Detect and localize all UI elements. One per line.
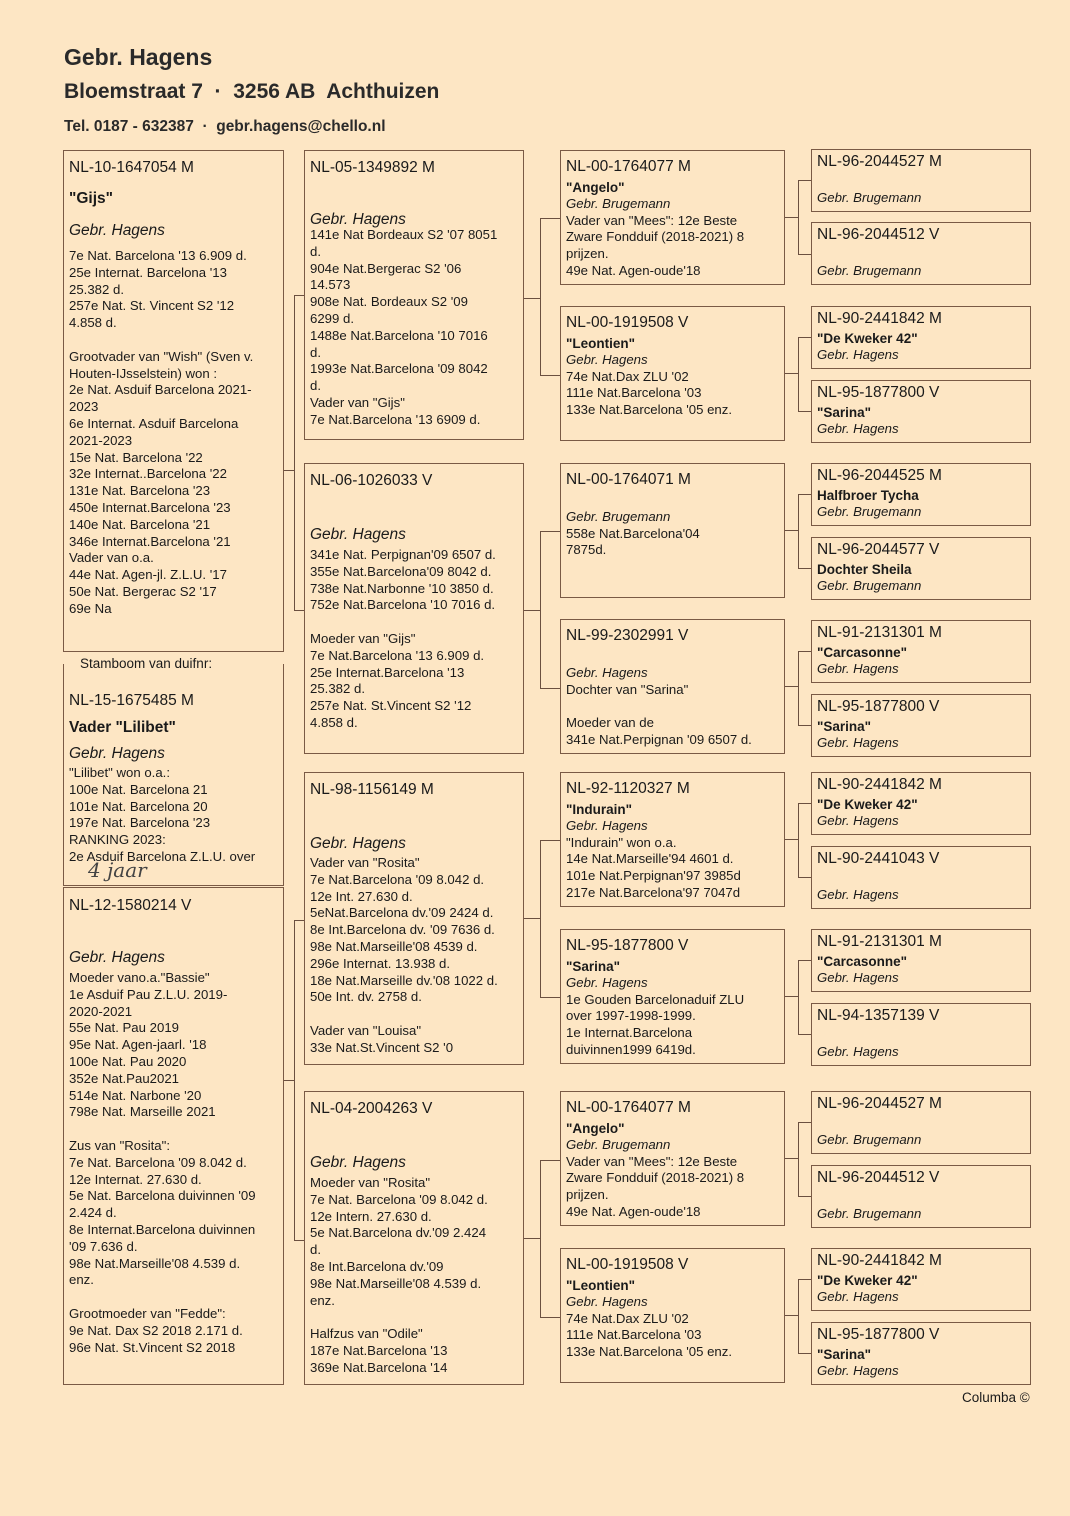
pedigree-connector bbox=[798, 337, 799, 411]
result-line: 98e Nat.Marseille'08 4.539 d. bbox=[310, 1275, 482, 1291]
breeder: Gebr. Hagens bbox=[310, 835, 406, 852]
bird-name: "Carcasonne" bbox=[817, 645, 908, 660]
ring-number: NL-95-1877800 V bbox=[817, 384, 940, 401]
pedigree-connector bbox=[798, 725, 811, 726]
pedigree-connector bbox=[540, 375, 560, 376]
pedigree-connector bbox=[785, 1158, 798, 1159]
ring-number: NL-96-2044577 V bbox=[817, 541, 940, 558]
pedigree-connector bbox=[785, 839, 798, 840]
result-line: 187e Nat.Barcelona '13 bbox=[310, 1343, 448, 1358]
breeder: Gebr. Hagens bbox=[817, 661, 899, 676]
result-line: 49e Nat. Agen-oude'18 bbox=[566, 262, 701, 278]
result-line: 50e Int. dv. 2758 d. bbox=[310, 989, 422, 1005]
pedigree-connector bbox=[540, 840, 560, 841]
result-line: 738e Nat.Narbonne '10 3850 d. bbox=[310, 580, 494, 596]
pedigree-connector bbox=[798, 651, 811, 652]
result-line: Moeder van de bbox=[566, 715, 654, 731]
result-line: 355e Nat.Barcelona'09 8042 d. bbox=[310, 563, 492, 579]
bird-box-mother bbox=[63, 887, 284, 1385]
result-line: Zware Fondduif (2018-2021) 8 bbox=[566, 229, 745, 245]
breeder: Gebr. Hagens bbox=[817, 970, 899, 985]
bird-box-main bbox=[63, 150, 284, 652]
result-line: Vader van "Louisa" bbox=[310, 1023, 422, 1038]
pedigree-caption: Stamboom van duifnr: bbox=[76, 656, 216, 671]
result-line: 69e Na bbox=[69, 600, 112, 616]
result-line: over 1997-1998-1999. bbox=[566, 1008, 696, 1024]
result-line: 55e Nat. Pau 2019 bbox=[69, 1020, 179, 1036]
ring-number: NL-96-2044527 M bbox=[817, 153, 942, 170]
ring-number: NL-00-1919508 V bbox=[566, 314, 689, 331]
result-line: 33e Nat.St.Vincent S2 '0 bbox=[310, 1039, 454, 1055]
result-line: 25.382 d. bbox=[69, 281, 124, 297]
result-line: 7e Nat. Barcelona '13 6.909 d. bbox=[69, 248, 247, 263]
breeder-contact: Tel. 0187 - 632387 · gebr.hagens@chello.nl bbox=[64, 118, 386, 135]
pedigree-connector bbox=[798, 1122, 799, 1196]
ring-number: NL-00-1919508 V bbox=[566, 1256, 689, 1273]
bird-box-gen4 bbox=[811, 620, 1031, 683]
bird-name: "Carcasonne" bbox=[817, 954, 908, 969]
result-line: 1e Asduif Pau Z.L.U. 2019- bbox=[69, 986, 228, 1002]
pedigree-connector bbox=[785, 530, 798, 531]
pedigree-connector bbox=[294, 920, 304, 921]
pedigree-connector bbox=[294, 295, 304, 296]
breeder: Gebr. Hagens bbox=[817, 887, 899, 902]
result-line: Zware Fondduif (2018-2021) 8 bbox=[566, 1170, 745, 1186]
breeder-address: Bloemstraat 7 · 3256 AB Achthuizen bbox=[64, 80, 440, 103]
result-line: 50e Nat. Bergerac S2 '17 bbox=[69, 584, 217, 599]
bird-box-gen4 bbox=[811, 929, 1031, 992]
pedigree-connector bbox=[540, 531, 560, 532]
result-line: 12e Internat. 27.630 d. bbox=[69, 1171, 202, 1187]
result-line: 111e Nat.Barcelona '03 bbox=[566, 1327, 702, 1343]
result-line: d. bbox=[310, 344, 321, 360]
pedigree-connector bbox=[798, 1122, 811, 1123]
ring-number: NL-90-2441842 M bbox=[817, 310, 942, 327]
result-line: prijzen. bbox=[566, 246, 609, 262]
result-line: 18e Nat.Marseille dv.'08 1022 d. bbox=[310, 972, 498, 988]
ring-number: NL-91-2131301 M bbox=[817, 624, 942, 641]
breeder: Gebr. Hagens bbox=[69, 745, 165, 762]
bird-box-gen3 bbox=[560, 772, 785, 907]
breeder: Gebr. Hagens bbox=[566, 1294, 648, 1309]
ring-number: NL-05-1349892 M bbox=[310, 159, 435, 176]
result-line: 1488e Nat.Barcelona '10 7016 bbox=[310, 327, 488, 343]
result-line: 141e Nat Bordeaux S2 '07 8051 bbox=[310, 227, 498, 242]
breeder: Gebr. Hagens bbox=[817, 1044, 899, 1059]
pedigree-connector bbox=[798, 337, 811, 338]
pedigree-connector bbox=[785, 217, 798, 218]
breeder: Gebr. Brugemann bbox=[817, 1206, 922, 1221]
result-line: 14e Nat.Marseille'94 4601 d. bbox=[566, 851, 734, 867]
pedigree-connector bbox=[540, 218, 541, 375]
pedigree-connector bbox=[524, 1238, 540, 1239]
ring-number: NL-92-1120327 M bbox=[566, 780, 690, 797]
bird-box-gen4 bbox=[811, 1003, 1031, 1066]
result-line: 6e Internat. Asduif Barcelona bbox=[69, 416, 239, 431]
bird-name: "Gijs" bbox=[69, 190, 113, 207]
result-line: 1993e Nat.Barcelona '09 8042 bbox=[310, 361, 488, 377]
ring-number: NL-04-2004263 V bbox=[310, 1100, 433, 1117]
breeder: Gebr. Hagens bbox=[817, 347, 899, 362]
pedigree-connector bbox=[540, 531, 541, 688]
result-line: 100e Nat. Barcelona 21 bbox=[69, 781, 208, 797]
result-line: 101e Nat.Perpignan'97 3985d bbox=[566, 868, 741, 884]
result-line: Vader van "Mees": 12e Beste bbox=[566, 212, 738, 228]
ring-number: NL-96-2044512 V bbox=[817, 226, 940, 243]
bird-box-gen4 bbox=[811, 1091, 1031, 1154]
pedigree-connector bbox=[785, 373, 798, 374]
pedigree-connector bbox=[785, 1315, 798, 1316]
bird-name: "Leontien" bbox=[566, 336, 636, 351]
result-line: 2021-2023 bbox=[69, 432, 133, 448]
result-line: 133e Nat.Barcelona '05 enz. bbox=[566, 402, 733, 418]
breeder: Gebr. Hagens bbox=[817, 421, 899, 436]
handwritten-note: 4 jaar bbox=[88, 858, 147, 882]
pedigree-connector bbox=[798, 877, 811, 878]
result-line: 111e Nat.Barcelona '03 bbox=[566, 385, 702, 401]
result-line: 558e Nat.Barcelona'04 bbox=[566, 525, 700, 541]
ring-number: NL-00-1764077 M bbox=[566, 158, 691, 175]
result-line: 217e Nat.Barcelona'97 7047d bbox=[566, 884, 741, 900]
result-line: 98e Nat.Marseille'08 4539 d. bbox=[310, 939, 478, 954]
bird-box-father bbox=[63, 664, 284, 886]
result-line: 98e Nat.Marseille'08 4.539 d. bbox=[69, 1255, 241, 1271]
result-line: Zus van "Rosita": bbox=[69, 1138, 170, 1153]
breeder: Gebr. Hagens bbox=[817, 1363, 899, 1378]
result-line: 4.858 d. bbox=[310, 715, 358, 730]
result-line: 7e Nat.Barcelona '09 8.042 d. bbox=[310, 871, 485, 887]
result-line: 296e Internat. 13.938 d. bbox=[310, 955, 451, 971]
result-line: 100e Nat. Pau 2020 bbox=[69, 1054, 187, 1069]
pedigree-connector bbox=[798, 494, 811, 495]
result-line: 2e Asduif Barcelona Z.L.U. over bbox=[69, 849, 256, 864]
result-line: Moeder van "Gijs" bbox=[310, 631, 416, 646]
bird-box-gen3 bbox=[560, 150, 785, 285]
result-line: d. bbox=[310, 243, 321, 259]
pedigree-connector bbox=[798, 411, 811, 412]
bird-box-gen4 bbox=[811, 537, 1031, 600]
bird-box-mother-mother bbox=[304, 1091, 524, 1385]
result-line: duivinnen1999 6419d. bbox=[566, 1041, 696, 1057]
bird-name: "De Kweker 42" bbox=[817, 1273, 918, 1288]
result-line: 197e Nat. Barcelona '23 bbox=[69, 815, 211, 831]
breeder: Gebr. Hagens bbox=[69, 222, 165, 239]
bird-name: Vader "Lilibet" bbox=[69, 719, 176, 736]
ring-number: NL-00-1764077 M bbox=[566, 1099, 691, 1116]
bird-box-gen4 bbox=[811, 463, 1031, 526]
result-line: 15e Nat. Barcelona '22 bbox=[69, 449, 203, 465]
ring-number: NL-95-1877800 V bbox=[817, 698, 940, 715]
bird-name: Dochter Sheila bbox=[817, 562, 912, 577]
result-line: 7e Nat.Barcelona '13 6909 d. bbox=[310, 411, 481, 427]
result-line: enz. bbox=[69, 1272, 94, 1288]
pedigree-connector bbox=[524, 298, 540, 299]
bird-box-gen4 bbox=[811, 149, 1031, 212]
result-line: 1e Gouden Barcelonaduif ZLU bbox=[566, 991, 745, 1007]
pedigree-connector bbox=[798, 651, 799, 725]
result-line: 74e Nat.Dax ZLU '02 bbox=[566, 1310, 689, 1326]
result-line: 101e Nat. Barcelona 20 bbox=[69, 798, 208, 814]
result-line: 6299 d. bbox=[310, 311, 354, 326]
bird-name: Halfbroer Tycha bbox=[817, 488, 919, 503]
ring-number: NL-00-1764071 M bbox=[566, 471, 691, 488]
breeder: Gebr. Brugemann bbox=[817, 504, 922, 519]
bird-box-father-father bbox=[304, 150, 524, 440]
result-line: 8e Int.Barcelona dv.'09 bbox=[310, 1259, 444, 1274]
pedigree-connector bbox=[294, 920, 295, 1240]
result-line: Vader van "Rosita" bbox=[310, 855, 420, 870]
pedigree-connector bbox=[294, 1240, 304, 1241]
result-line: d. bbox=[310, 1242, 321, 1258]
breeder: Gebr. Brugemann bbox=[817, 263, 922, 278]
result-line: prijzen. bbox=[566, 1187, 609, 1203]
pedigree-connector bbox=[798, 494, 799, 568]
result-line: 514e Nat. Narbone '20 bbox=[69, 1087, 202, 1103]
pedigree-connector bbox=[284, 1080, 294, 1081]
result-line: 8e Int.Barcelona dv. '09 7636 d. bbox=[310, 922, 495, 938]
result-line: 12e Intern. 27.630 d. bbox=[310, 1208, 432, 1224]
ring-number: NL-96-2044525 M bbox=[817, 467, 942, 484]
result-line: 131e Nat. Barcelona '23 bbox=[69, 483, 211, 499]
result-line: RANKING 2023: bbox=[69, 832, 166, 848]
pedigree-connector bbox=[540, 1317, 560, 1318]
bird-name: "Sarina" bbox=[817, 719, 872, 734]
pedigree-connector bbox=[798, 803, 799, 877]
pedigree-connector bbox=[540, 840, 541, 997]
pedigree-connector bbox=[540, 997, 560, 998]
result-line: 2e Nat. Asduif Barcelona 2021- bbox=[69, 382, 252, 398]
pedigree-connector bbox=[284, 470, 294, 471]
result-line: 2023 bbox=[69, 399, 99, 415]
bird-box-gen3 bbox=[560, 1091, 785, 1226]
result-line: 752e Nat.Barcelona '10 7016 d. bbox=[310, 597, 496, 613]
result-line: 4.858 d. bbox=[69, 315, 117, 331]
bird-box-gen4 bbox=[811, 1322, 1031, 1385]
breeder-name: Gebr. Hagens bbox=[64, 44, 213, 70]
result-line: '09 7.636 d. bbox=[69, 1238, 138, 1254]
breeder: Gebr. Hagens bbox=[566, 352, 648, 367]
result-line: 257e Nat. St.Vincent S2 '12 bbox=[310, 698, 472, 714]
result-line: 2.424 d. bbox=[69, 1205, 117, 1221]
pedigree-connector bbox=[785, 996, 798, 997]
ring-number: NL-15-1675485 M bbox=[69, 692, 194, 709]
pedigree-connector bbox=[798, 1279, 811, 1280]
bird-box-gen3 bbox=[560, 306, 785, 441]
pedigree-connector bbox=[540, 1160, 560, 1161]
pedigree-connector bbox=[294, 295, 295, 610]
breeder: Gebr. Hagens bbox=[69, 949, 165, 966]
bird-box-gen4 bbox=[811, 1248, 1031, 1311]
ring-number: NL-98-1156149 M bbox=[310, 781, 434, 798]
result-line: d. bbox=[310, 378, 321, 394]
result-line: "Lilibet" won o.a.: bbox=[69, 765, 170, 780]
bird-box-gen3 bbox=[560, 929, 785, 1064]
bird-name: "De Kweker 42" bbox=[817, 331, 918, 346]
pedigree-connector bbox=[294, 610, 304, 611]
result-line: 450e Internat.Barcelona '23 bbox=[69, 500, 231, 515]
bird-box-gen3 bbox=[560, 619, 785, 754]
breeder: Gebr. Hagens bbox=[817, 735, 899, 750]
breeder: Gebr. Hagens bbox=[817, 813, 899, 828]
result-line: 7875d. bbox=[566, 542, 607, 558]
result-line: 25e Internat.Barcelona '13 bbox=[310, 664, 465, 680]
ring-number: NL-90-2441043 V bbox=[817, 850, 940, 867]
pedigree-connector bbox=[798, 803, 811, 804]
result-line: Dochter van "Sarina" bbox=[566, 681, 689, 697]
result-line: 7e Nat. Barcelona '09 8.042 d. bbox=[310, 1191, 488, 1207]
bird-box-gen3 bbox=[560, 1248, 785, 1383]
pedigree-connector bbox=[798, 1279, 799, 1353]
result-line: 1e Internat.Barcelona bbox=[566, 1025, 693, 1041]
footer-brand: Columba © bbox=[962, 1390, 1030, 1405]
result-line: 8e Internat.Barcelona duivinnen bbox=[69, 1222, 256, 1237]
ring-number: NL-10-1647054 M bbox=[69, 159, 194, 176]
result-line: Vader van o.a. bbox=[69, 550, 154, 566]
pedigree-connector bbox=[798, 1034, 811, 1035]
result-line: 44e Nat. Agen-jl. Z.L.U. '17 bbox=[69, 567, 227, 583]
pedigree-connector bbox=[798, 960, 811, 961]
bird-box-gen4 bbox=[811, 222, 1031, 285]
result-line: 49e Nat. Agen-oude'18 bbox=[566, 1203, 701, 1219]
breeder: Gebr. Brugemann bbox=[566, 1137, 671, 1152]
breeder: Gebr. Hagens bbox=[310, 211, 406, 228]
breeder: Gebr. Hagens bbox=[817, 1289, 899, 1304]
result-line: 95e Nat. Agen-jaarl. '18 bbox=[69, 1037, 207, 1053]
result-line: 74e Nat.Dax ZLU '02 bbox=[566, 368, 689, 384]
bird-name: "Sarina" bbox=[817, 1347, 872, 1362]
bird-name: "Sarina" bbox=[817, 405, 872, 420]
result-line: Houten-IJsselstein) won : bbox=[69, 365, 218, 381]
bird-name: "Angelo" bbox=[566, 180, 625, 195]
result-line: 7e Nat.Barcelona '13 6.909 d. bbox=[310, 647, 485, 663]
pedigree-connector bbox=[798, 254, 811, 255]
ring-number: NL-99-2302991 V bbox=[566, 627, 689, 644]
bird-name: "Indurain" bbox=[566, 802, 633, 817]
breeder: Gebr. Hagens bbox=[310, 526, 406, 543]
result-line: 5e Nat.Barcelona dv.'09 2.424 bbox=[310, 1225, 487, 1241]
result-line: 904e Nat.Bergerac S2 '06 bbox=[310, 260, 462, 276]
bird-box-father-mother bbox=[304, 463, 524, 754]
bird-name: "Sarina" bbox=[566, 959, 621, 974]
pedigree-connector bbox=[798, 960, 799, 1034]
result-line: "Indurain" won o.a. bbox=[566, 834, 677, 850]
result-line: 5e Nat. Barcelona duivinnen '09 bbox=[69, 1188, 256, 1204]
pedigree-connector bbox=[798, 180, 799, 254]
result-line: Grootvader van "Wish" (Sven v. bbox=[69, 348, 254, 364]
pedigree-connector bbox=[798, 1353, 811, 1354]
ring-number: NL-06-1026033 V bbox=[310, 472, 433, 489]
result-line: 346e Internat.Barcelona '21 bbox=[69, 533, 231, 549]
result-line: 7e Nat. Barcelona '09 8.042 d. bbox=[69, 1154, 247, 1170]
result-line: 25e Internat. Barcelona '13 bbox=[69, 264, 227, 280]
result-line: 341e Nat. Perpignan'09 6507 d. bbox=[310, 547, 496, 562]
result-line: 908e Nat. Bordeaux S2 '09 bbox=[310, 294, 468, 310]
result-line: Moeder van "Rosita" bbox=[310, 1175, 431, 1190]
bird-box-gen4 bbox=[811, 380, 1031, 443]
result-line: 257e Nat. St. Vincent S2 '12 bbox=[69, 298, 235, 314]
bird-box-mother-father bbox=[304, 772, 524, 1065]
result-line: 12e Int. 27.630 d. bbox=[310, 888, 413, 904]
pedigree-connector bbox=[798, 1196, 811, 1197]
bird-box-gen4 bbox=[811, 772, 1031, 835]
breeder: Gebr. Brugemann bbox=[817, 1132, 922, 1147]
result-line: 352e Nat.Pau2021 bbox=[69, 1070, 179, 1086]
ring-number: NL-95-1877800 V bbox=[566, 937, 689, 954]
result-line: Grootmoeder van "Fedde": bbox=[69, 1306, 226, 1321]
bird-box-gen4 bbox=[811, 306, 1031, 369]
bird-box-gen4 bbox=[811, 846, 1031, 909]
pedigree-connector bbox=[524, 918, 540, 919]
breeder: Gebr. Brugemann bbox=[817, 190, 922, 205]
result-line: 25.382 d. bbox=[310, 681, 365, 697]
ring-number: NL-96-2044527 M bbox=[817, 1095, 942, 1112]
breeder: Gebr. Brugemann bbox=[566, 509, 671, 524]
result-line: Vader van "Gijs" bbox=[310, 395, 405, 410]
result-line: 133e Nat.Barcelona '05 enz. bbox=[566, 1344, 733, 1360]
breeder: Gebr. Brugemann bbox=[566, 196, 671, 211]
ring-number: NL-95-1877800 V bbox=[817, 1326, 940, 1343]
pedigree-connector bbox=[798, 568, 811, 569]
bird-box-gen3 bbox=[560, 463, 785, 598]
result-line: 9e Nat. Dax S2 2018 2.171 d. bbox=[69, 1322, 243, 1338]
result-line: 341e Nat.Perpignan '09 6507 d. bbox=[566, 731, 752, 747]
pedigree-connector bbox=[798, 180, 811, 181]
ring-number: NL-12-1580214 V bbox=[69, 897, 192, 914]
result-line: Moeder vano.a."Bassie" bbox=[69, 970, 210, 985]
breeder: Gebr. Hagens bbox=[310, 1154, 406, 1171]
breeder: Gebr. Hagens bbox=[566, 818, 648, 833]
ring-number: NL-90-2441842 M bbox=[817, 1252, 942, 1269]
pedigree-connector bbox=[785, 686, 798, 687]
result-line: 32e Internat..Barcelona '22 bbox=[69, 466, 227, 482]
result-line: 140e Nat. Barcelona '21 bbox=[69, 516, 211, 532]
result-line: Halfzus van "Odile" bbox=[310, 1326, 423, 1342]
ring-number: NL-96-2044512 V bbox=[817, 1169, 940, 1186]
pedigree-connector bbox=[540, 688, 560, 689]
pedigree-connector bbox=[524, 610, 540, 611]
result-line: 369e Nat.Barcelona '14 bbox=[310, 1359, 448, 1375]
result-line: Vader van "Mees": 12e Beste bbox=[566, 1153, 738, 1169]
breeder: Gebr. Hagens bbox=[566, 665, 648, 680]
ring-number: NL-91-2131301 M bbox=[817, 933, 942, 950]
bird-name: "De Kweker 42" bbox=[817, 797, 918, 812]
result-line: 96e Nat. St.Vincent S2 2018 bbox=[69, 1339, 236, 1355]
result-line: enz. bbox=[310, 1292, 335, 1308]
bird-name: "Angelo" bbox=[566, 1121, 625, 1136]
ring-number: NL-90-2441842 M bbox=[817, 776, 942, 793]
pedigree-connector bbox=[540, 218, 560, 219]
pedigree-connector bbox=[540, 1160, 541, 1317]
breeder: Gebr. Hagens bbox=[566, 975, 648, 990]
breeder: Gebr. Brugemann bbox=[817, 578, 922, 593]
bird-box-gen4 bbox=[811, 1165, 1031, 1228]
bird-box-gen4 bbox=[811, 694, 1031, 757]
result-line: 2020-2021 bbox=[69, 1003, 133, 1019]
result-line: 5eNat.Barcelona dv.'09 2424 d. bbox=[310, 905, 494, 921]
ring-number: NL-94-1357139 V bbox=[817, 1007, 940, 1024]
result-line: 14.573 bbox=[310, 277, 351, 293]
bird-name: "Leontien" bbox=[566, 1278, 636, 1293]
result-line: 798e Nat. Marseille 2021 bbox=[69, 1104, 216, 1120]
